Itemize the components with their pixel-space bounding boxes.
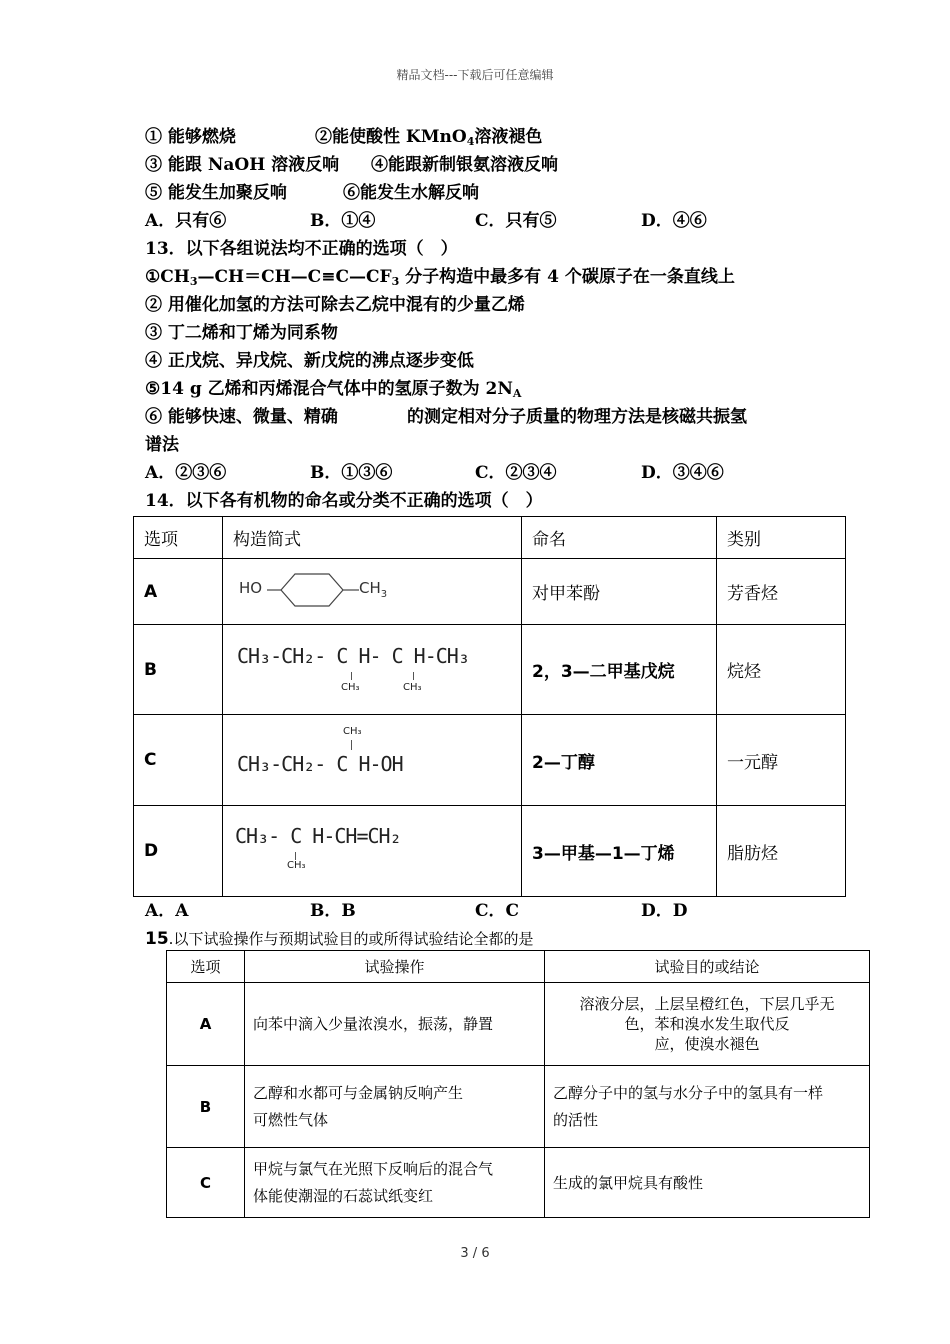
- q13-statement6-cont: 谱法: [145, 435, 179, 455]
- q14-option-d[interactable]: D．D: [641, 901, 688, 921]
- row-option: C: [134, 715, 223, 806]
- row-class: 芳香烃: [717, 559, 846, 625]
- col-header-option: 选项: [167, 951, 245, 983]
- row-result: 溶液分层，上层呈橙红色，下层几乎无 色，苯和溴水发生取代反 应，使溴水褪色: [545, 983, 870, 1066]
- row-name: 对甲苯酚: [522, 559, 717, 625]
- row-class: 脂肪烃: [717, 806, 846, 897]
- q13-statement6: ⑥ 能够快速、微量、精确 的测定相对分子质量的物理方法是核磁共振氢: [145, 407, 747, 427]
- col-header-structure: 构造简式: [223, 517, 522, 559]
- q12-line3: [145, 182, 479, 204]
- q12-item1: ① 能够燃烧: [145, 127, 236, 147]
- row-operation: 甲烷与氯气在光照下反响后的混合气 体能使潮湿的石蕊试纸变红: [245, 1148, 545, 1218]
- row-name: 3—甲基—1—丁烯: [522, 806, 717, 897]
- row-option: A: [134, 559, 223, 625]
- structure-formula: CH₃ CH₃-CH₂- C H-OH: [223, 715, 522, 806]
- col-header-option: 选项: [134, 517, 223, 559]
- q13-option-c[interactable]: C．②③④: [475, 463, 557, 483]
- q13-statement3: ③ 丁二烯和丁烯为同系物: [145, 323, 338, 343]
- q13-option-a[interactable]: A．②③⑥: [145, 463, 227, 483]
- q14-option-a[interactable]: A．A: [145, 901, 189, 921]
- row-option: B: [134, 625, 223, 715]
- q12-option-a[interactable]: A．只有⑥: [145, 211, 227, 231]
- col-header-result: 试验目的或结论: [545, 951, 870, 983]
- table-row: [134, 559, 846, 625]
- q14-title: 14．以下各有机物的命名或分类不正确的选项（ ）: [145, 491, 543, 511]
- q13-statement4: ④ 正戊烷、异戊烷、新戊烷的沸点逐步变低: [145, 351, 474, 371]
- row-operation: 向苯中滴入少量浓溴水，振荡，静置: [245, 983, 545, 1066]
- row-result: 乙醇分子中的氢与水分子中的氢具有一样 的活性: [545, 1066, 870, 1148]
- row-name: 2，3—二甲基戊烷: [522, 625, 717, 715]
- row-class: 一元醇: [717, 715, 846, 806]
- q12-line2: [145, 154, 558, 176]
- q12-item4: ④能跟新制银氨溶液反响: [371, 155, 558, 175]
- row-option: B: [167, 1066, 245, 1148]
- row-result: 生成的氯甲烷具有酸性: [545, 1148, 870, 1218]
- row-class: 烷烃: [717, 625, 846, 715]
- q13-option-d[interactable]: D．③④⑥: [641, 463, 724, 483]
- col-header-class: 类别: [717, 517, 846, 559]
- table-row: [167, 1066, 870, 1148]
- col-header-operation: 试验操作: [245, 951, 545, 983]
- row-name: 2—丁醇: [522, 715, 717, 806]
- table-row: [134, 715, 846, 806]
- q12-option-c[interactable]: C．只有⑤: [475, 211, 557, 231]
- benzene-ring-icon: [267, 571, 363, 609]
- q13-statement2: ② 用催化加氢的方法可除去乙烷中混有的少量乙烯: [145, 295, 525, 315]
- q12-item5: ⑤ 能发生加聚反响: [145, 183, 287, 203]
- q13-statement5: ⑤14 g 乙烯和丙烯混合气体中的氢原子数为 $2N_A$: [145, 379, 522, 400]
- table-row: [167, 983, 870, 1066]
- row-option: D: [134, 806, 223, 897]
- q14-table: [133, 516, 846, 897]
- q12-item2: ②能使酸性 KMnO$_4$溶液褪色: [315, 127, 543, 148]
- row-operation: 乙醇和水都可与金属钠反响产生 可燃性气体: [245, 1066, 545, 1148]
- q14-option-c[interactable]: C．C: [475, 901, 520, 921]
- q12-item3: ③ 能跟 NaOH 溶液反响: [145, 155, 340, 175]
- table-row: [134, 625, 846, 715]
- page-number: 3 / 6: [460, 1246, 490, 1261]
- row-option: C: [167, 1148, 245, 1218]
- table-row: [167, 1148, 870, 1218]
- q13-option-b[interactable]: B．①③⑥: [310, 463, 393, 483]
- structure-formula: CH₃- C H-CH=CH₂ CH₃: [223, 806, 522, 897]
- structure-formula: CH₃-CH₂- C H- C H-CH₃ CH₃ CH₃: [223, 625, 522, 715]
- table-header-row: [167, 951, 870, 983]
- table-header-row: [134, 517, 846, 559]
- q15-table: [166, 950, 870, 1218]
- q13-title: 13．以下各组说法均不正确的选项（ ）: [145, 239, 458, 259]
- q12-option-b[interactable]: B．①④: [310, 211, 376, 231]
- q14-option-b[interactable]: B．B: [310, 901, 356, 921]
- row-option: A: [167, 983, 245, 1066]
- table-row: [134, 806, 846, 897]
- q12-line1: [145, 126, 543, 148]
- q13-statement1: $①CH_3—CH=CH—C\equiv C—CF_3$ 分子构造中最多有 4 个碳原子在一条直线上: [145, 267, 735, 288]
- q12-item6: ⑥能发生水解反响: [343, 183, 479, 203]
- structure-formula: HO $CH_3$: [223, 559, 522, 625]
- q12-option-d[interactable]: D．④⑥: [641, 211, 707, 231]
- page-header: 精品文档---下载后可任意编辑: [396, 68, 554, 82]
- col-header-name: 命名: [522, 517, 717, 559]
- q15-title: 15.以下试验操作与预期试验目的或所得试验结论全都的是: [145, 929, 534, 949]
